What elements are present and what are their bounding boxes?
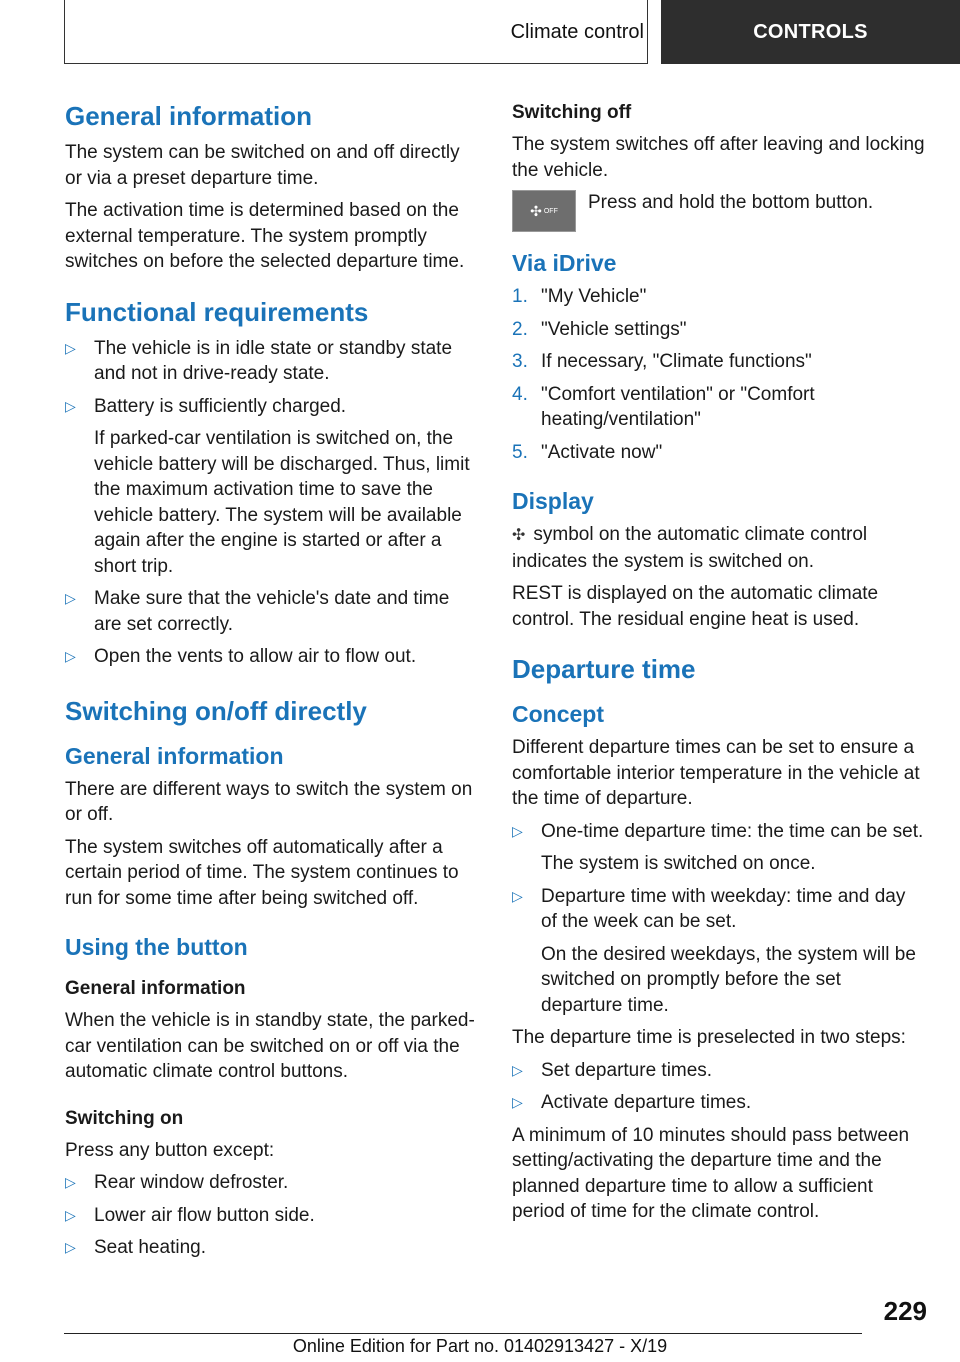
display-paragraph-2: REST is displayed on the automatic climate control. The residual engine heat is used. (512, 583, 879, 630)
list-item: 3. If necessary, "Climate functions" (512, 351, 812, 372)
triangle-bullet-icon: ▷ (65, 1206, 76, 1223)
off-label: OFF (543, 207, 558, 215)
switching-paragraph-1: There are different ways to switch the system on or off. (65, 778, 473, 825)
two-steps-list (512, 1058, 926, 1116)
header-section-title: Climate control (510, 20, 644, 43)
functional-requirements-list (65, 336, 479, 670)
using-button-heading: Using the button (65, 934, 248, 960)
list-item: ▷ Make sure that the vehicle's date and time are set correctly. (65, 588, 450, 635)
concept-paragraph: Different departure times can be set to ensure a comfortable interior temperature in the vehicle at the time of departure. (512, 737, 920, 809)
fan-icon: ✣ (512, 527, 526, 544)
switching-on-paragraph: Press any button except: (65, 1139, 275, 1161)
right-column (512, 100, 926, 1232)
footer-edition-text: Online Edition for Part no. 01402913427 - X/19 (292, 1336, 668, 1356)
minimum-time-paragraph: A minimum of 10 minutes should pass between setting/activating the departure time and the planned departure time to allow a sufficient period of time for the climate control. (512, 1124, 910, 1222)
list-item: 4. "Comfort ventilation" or "Comfort heating/ventilation" (512, 383, 815, 430)
battery-note: If parked-car ventilation is switched on, the vehicle battery will be discharged. Thus, limit the maximum activation time to save the vehicle battery. The system will be available again after the engine is started or after a short trip. (94, 428, 470, 577)
off-button-text: Press and hold the bottom button. (588, 192, 874, 213)
general-paragraph-1: The system can be switched on and off directly or via a preset departure time. (65, 142, 460, 189)
footer-divider (64, 1333, 862, 1334)
display-paragraph-1: ✣ symbol on the automatic climate control indicates the system is switched on. (512, 524, 868, 572)
list-item: ▷ The vehicle is in idle state or standby state and not in drive-ready state. (65, 337, 453, 384)
list-item: ▷ Set departure times. (512, 1058, 926, 1084)
triangle-bullet-icon: ▷ (65, 1239, 76, 1255)
general-information-heading: General information (65, 101, 313, 131)
triangle-bullet-icon: ▷ (512, 822, 523, 839)
list-item: ▷ Activate departure times. (512, 1090, 926, 1116)
triangle-bullet-icon: ▷ (512, 1094, 523, 1110)
button-general-paragraph: When the vehicle is in standby state, the parked-car ventilation can be switched on or off via the automatic climate control buttons. (65, 1010, 475, 1082)
page-number: 229 (883, 1296, 927, 1326)
fan-off-button-icon (512, 190, 576, 232)
switching-off-heading: Switching off (512, 102, 632, 123)
switching-paragraph-2: The system switches off automatically after a certain period of time. The system continues to run for some time after being switched off. (65, 836, 459, 909)
list-item: ▷ Open the vents to allow air to flow out. (65, 644, 479, 670)
list-item: 5. "Activate now" (512, 441, 663, 463)
list-item: ▷ Seat heating. (65, 1235, 479, 1261)
triangle-bullet-icon: ▷ (65, 590, 76, 606)
switching-general-heading: General information (65, 742, 284, 769)
list-item: ▷ Departure time with weekday: time and day of the week can be set. On the desired weekdays, the system will be switched on promptly before the set departure time. (512, 885, 916, 1016)
triangle-bullet-icon: ▷ (65, 339, 76, 356)
concept-heading: Concept (512, 701, 604, 727)
switching-off-paragraph: The system switches off after leaving and locking the vehicle. (512, 134, 925, 181)
triangle-bullet-icon: ▷ (65, 648, 76, 664)
list-item: ▷ Rear window defroster. (65, 1170, 479, 1196)
general-paragraph-2: The activation time is determined based on the external temperature. The system promptly switches on before the selected departure time. (65, 200, 465, 272)
list-item: ▷ Lower air flow button side. (65, 1203, 479, 1229)
triangle-bullet-icon: ▷ (65, 1174, 76, 1190)
list-item: 1. "My Vehicle" (512, 286, 647, 307)
display-heading: Display (512, 488, 594, 514)
two-steps-paragraph: The departure time is preselected in two steps: (512, 1027, 906, 1048)
idrive-steps-list (512, 284, 926, 465)
departure-time-heading: Departure time (512, 654, 696, 684)
functional-requirements-heading: Functional requirements (65, 296, 369, 327)
left-column (65, 100, 479, 1268)
switching-on-heading: Switching on (65, 1107, 184, 1129)
via-idrive-heading: Via iDrive (512, 250, 617, 276)
concept-list (512, 819, 926, 1019)
off-button-instruction (512, 190, 926, 232)
fan-icon: ✣ (530, 203, 542, 219)
list-item: 2. "Vehicle settings" (512, 318, 687, 340)
triangle-bullet-icon: ▷ (512, 1061, 523, 1078)
triangle-bullet-icon: ▷ (512, 887, 523, 904)
triangle-bullet-icon: ▷ (65, 397, 76, 414)
list-item: ▷ Battery is sufficiently charged. If parked-car ventilation is switched on, the vehicle battery will be discharged. Thus, limit the maximum activation time to save the vehicle battery. The system will be available again after the engine is started or after a short trip. (65, 394, 479, 580)
header-chapter-tab: CONTROLS (661, 0, 960, 64)
switching-on-exceptions-list (65, 1170, 479, 1261)
list-item: ▷ One-time departure time: the time can be set. The system is switched on once. (512, 820, 924, 874)
button-general-heading: General information (65, 978, 246, 999)
switching-directly-heading: Switching on/off directly (65, 695, 367, 726)
